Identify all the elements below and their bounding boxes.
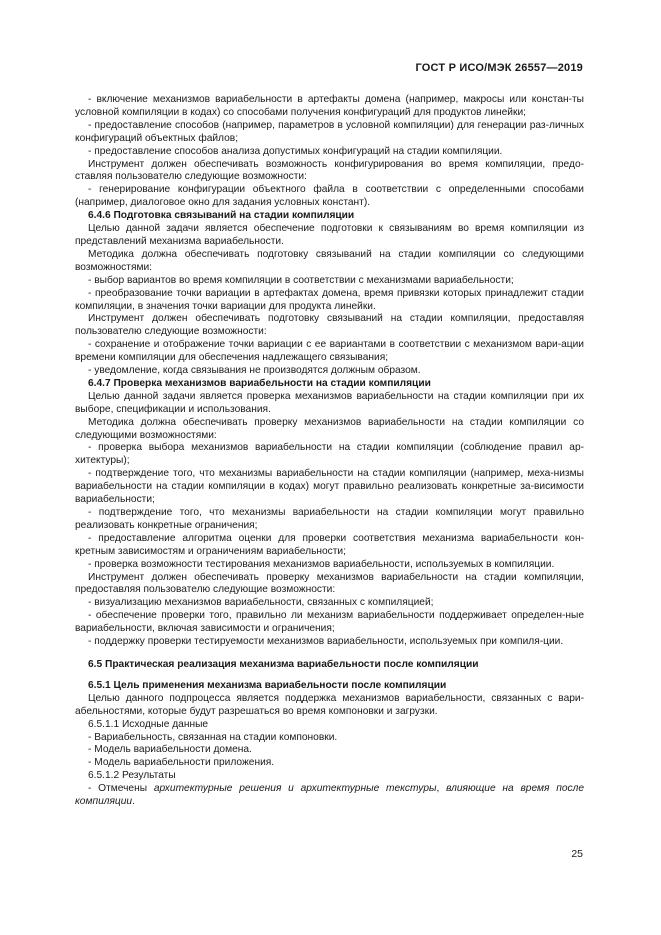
list-item: - включение механизмов вариабельности в артефакты домена (например, макросы или констан-ты условной компиляции в кодах) со способами получения конфигураций для продуктов линейки;	[75, 94, 584, 118]
section-heading-6-4-6: 6.4.6 Подготовка связываний на стадии компиляции	[88, 210, 355, 222]
paragraph: Инструмент должен обеспечивать возможность конфигурирования во время компиляции, предо-ставляя пользователю следующие возможности:	[75, 158, 584, 183]
subsection-heading: 6.5.1.1 Исходные данные	[88, 718, 209, 730]
list-item: - предоставление способов (например, параметров в условной компиляции) для генерации раз-личных конфигураций объектных файлов;	[75, 119, 584, 144]
list-item: - подтверждение того, что механизмы вариабельности на стадии компиляции могут правильно реализовать конкретные ограничения;	[75, 507, 584, 531]
paragraph: Целью данной задачи является проверка механизмов вариабельности на стадии компиляции при их выборе, спецификации и использования.	[75, 390, 584, 415]
paragraph: Инструмент должен обеспечивать проверку механизмов вариабельности на стадии компиляции, предоставляя пользователю следующие возможности:	[75, 571, 584, 596]
section-heading-6-5-1: 6.5.1 Цель применения механизма вариабельности после компиляции	[88, 679, 447, 691]
section-heading-6-5: 6.5 Практическая реализация механизма вариабельности после компиляции	[88, 658, 479, 670]
list-item: - проверка возможности тестирования механизмов вариабельности, используемых в компиляции.	[88, 558, 555, 570]
italic-text: влияющие на время после компиляции	[75, 783, 584, 808]
paragraph: Целью данного подпроцесса является поддержка механизмов вариабельности, связанных с вари-абельностями, которые будут разрешаться во время компоновки и загрузки.	[75, 692, 584, 717]
document-standard-id: ГОСТ Р ИСО/МЭК 26557—2019	[415, 62, 583, 74]
subsection-heading: 6.5.1.2 Результаты	[88, 770, 176, 782]
list-item: - подтверждение того, что механизмы вариабельности на стадии компиляции (например, меха-низмы вариабельности на стадии компиляции в кодах) могут правильно реализовать конкретные за-висимости вариабельности;	[75, 468, 584, 506]
list-item: - генерирование конфигурации объектного файла в соответствии с определенными способами (например, диалоговое окно для задания условных констант).	[75, 184, 584, 209]
text-run: .	[132, 796, 135, 808]
paragraph: Целью данной задачи является обеспечение подготовки к связываниям во время компиляции из представлений механизма вариабельности.	[75, 223, 584, 247]
list-item: - преобразование точки вариации в артефактах домена, время привязки которых принадлежит стадии компиляции, в значения точки вариации для продукта линейки.	[75, 287, 584, 312]
list-item: - поддержку проверки тестируемости механизмов вариабельности, используемых при компиля-ции.	[88, 636, 564, 648]
section-heading-6-4-7: 6.4.7 Проверка механизмов вариабельности на стадии компиляции	[88, 377, 431, 389]
list-item: - визуализацию механизмов вариабельности, связанных с компиляцией;	[88, 597, 434, 609]
list-item: - проверка выбора механизмов вариабельности на стадии компиляции (соблюдение правил ар-хитектуры);	[75, 442, 584, 467]
italic-text: архитектурные решения и архитектурные текстуры	[153, 783, 437, 795]
list-item: - предоставление способов анализа допустимых конфигураций на стадии компиляции.	[88, 145, 503, 157]
list-item: - сохранение и отображение точки вариации с ее вариантами в соответствии с механизмом вари-ации времени компиляции для обеспечения надлежащего связывания;	[75, 339, 584, 364]
list-item: - обеспечение проверки того, правильно ли механизм вариабельности поддерживает определен-ные вариабельности, включая зависимости и ограничения;	[75, 610, 584, 635]
text-run: - Отмечены	[88, 783, 154, 795]
list-item: - Модель вариабельности приложения.	[88, 757, 275, 769]
list-item: - уведомление, когда связывания не производятся должным образом.	[88, 365, 421, 377]
paragraph: Методика должна обеспечивать проверку механизмов вариабельности на стадии компиляции со следующими возможностями:	[75, 416, 584, 441]
page-number: 25	[571, 848, 583, 860]
list-item	[75, 783, 584, 809]
text-run: ,	[436, 783, 447, 795]
list-item: - выбор вариантов во время компиляции в соответствии с механизмами вариабельности;	[88, 274, 514, 286]
paragraph: Методика должна обеспечивать подготовку связываний на стадии компиляции со следующими возможностями:	[75, 248, 584, 273]
list-item: - предоставление алгоритма оценки для проверки соответствия механизма вариабельности кон-кретным зависимостям и ограничениям вариабельности;	[75, 532, 584, 557]
list-item: - Модель вариабельности домена.	[88, 744, 252, 756]
document-body	[75, 94, 584, 809]
list-item: - Вариабельность, связанная на стадии компоновки.	[88, 731, 338, 743]
paragraph: Инструмент должен обеспечивать подготовку связываний на стадии компиляции, предоставляя пользователю следующие возможности:	[75, 313, 584, 338]
